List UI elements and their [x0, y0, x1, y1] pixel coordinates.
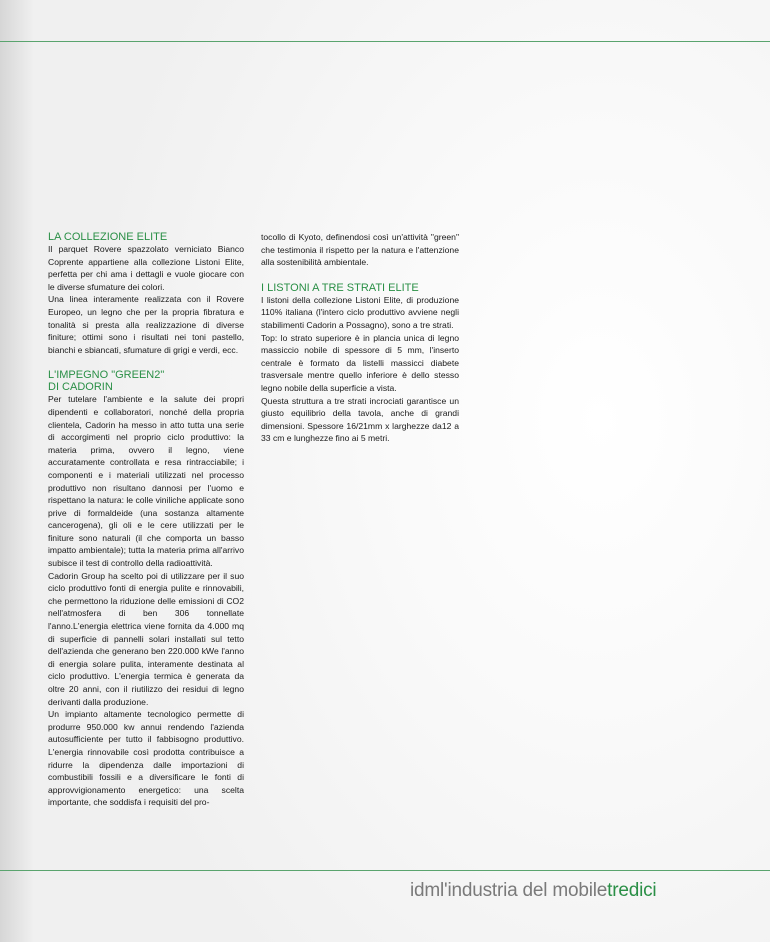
- top-rule: [0, 41, 770, 42]
- paragraph: Una linea interamente realizzata con il Rovere Europeo, un legno che per la propria fibratura e tonalità si presta alla realizzazione di diverse finiture; ottimi sono i risultati nei toni pastello, bianchi e sbiancati, sfumature di grigi e verdi, ecc.: [48, 294, 244, 355]
- left-column: [48, 231, 244, 809]
- bottom-rule: [0, 870, 770, 871]
- right-column: [261, 231, 459, 445]
- left-page-shadow: [0, 0, 34, 942]
- paragraph: Cadorin Group ha scelto poi di utilizzare per il suo ciclo produttivo fonti di energia pulite e rinnovabili, che permettono la riduzione delle emissioni di CO2 nell'atmosfera di ben 306 tonnellate l'anno.L'energia elettrica viene fornita da 4.000 mq di superficie di pannelli solari installati sul tetto dell'azienda che generano ben 220.000 kWe l'anno di energia solare pulita, interamente destinata al ciclo produttivo. L'energia termica è generata da oltre 20 anni, con il riutilizzo dei residui di legno derivanti dalla produzione.: [48, 570, 244, 707]
- heading-collezione-elite: LA COLLEZIONE ELITE: [48, 231, 168, 243]
- paragraph: tocollo di Kyoto, definendosi così un'attività "green" che testimonia il rispetto per la natura e l'attenzione alla sostenibilità ambientale.: [261, 232, 459, 268]
- paragraph: Top: lo strato superiore è in plancia unica di legno massiccio nobile di spessore di 5 mm, l'inserto centrale è formato da listelli massicci diabete trasversale mentre quello inferiore è dello stesso legno nobile della superficie a vista.: [261, 332, 459, 393]
- heading-line: L'IMPEGNO "GREEN2": [48, 369, 165, 382]
- paragraph: Il parquet Rovere spazzolato verniciato Bianco Coprente appartiene alla collezione Listoni Elite, perfetta per chi ama i dettagli e vuole giocare con le diverse sfumature dei colori.: [48, 244, 244, 292]
- heading-listoni-tre-strati: I LISTONI A TRE STRATI ELITE: [261, 281, 419, 294]
- heading-line: DI CADORIN: [48, 381, 113, 394]
- paragraph: Per tutelare l'ambiente e la salute dei propri dipendenti e collaboratori, nonché della propria clientela, Cadorin ha messo in atto tutta una serie di accorgimenti nel proprio ciclo produttivo: la materia prima, ovvero il legno, viene accuratamente controllata e resa rintracciabile; i componenti e i materiali utilizzati nel processo produttivo non risultano dannosi per l'uomo e rispettano la natura: le colle viniliche applicate sono prive di formaldeide (una sostanza altamente cancerogena), gli oli e le cere utilizzati per le finiture sono naturali (il che comporta un basso impatto ambientale); tutta la materia prima all'arrivo subisce il test di controllo della radioattività.: [48, 394, 244, 569]
- paragraph: Questa struttura a tre strati incrociati garantisce un giusto equilibrio della tavola, anche di grandi dimensioni. Spessore 16/21mm x larghezze da12 a 33 cm e lunghezze fino ai 5 metri.: [261, 395, 459, 444]
- page-footer: [410, 878, 656, 904]
- heading-impegno-green: [48, 369, 244, 393]
- footer-brand: idml'industria del mobile: [410, 880, 608, 901]
- paragraph: I listoni della collezione Listoni Elite, di produzione 110% italiana (l'intero ciclo produttivo avviene negli stabilimenti Cadorin a Possagno), sono a tre strati.: [261, 294, 459, 330]
- footer-page-number: tredici: [607, 880, 657, 901]
- paragraph: Un impianto altamente tecnologico permette di produrre 950.000 kw annui rendendo l'azienda autosufficiente per tutto il fabbisogno produttivo. L'energia rinnovabile così prodotta contribuisce a ridurre la dipendenza dalle importazioni di combustibili fossili e a diversificare le fonti di approvvigionamento energetico: una scelta importante, che soddisfa i requisiti del pro-: [48, 709, 244, 808]
